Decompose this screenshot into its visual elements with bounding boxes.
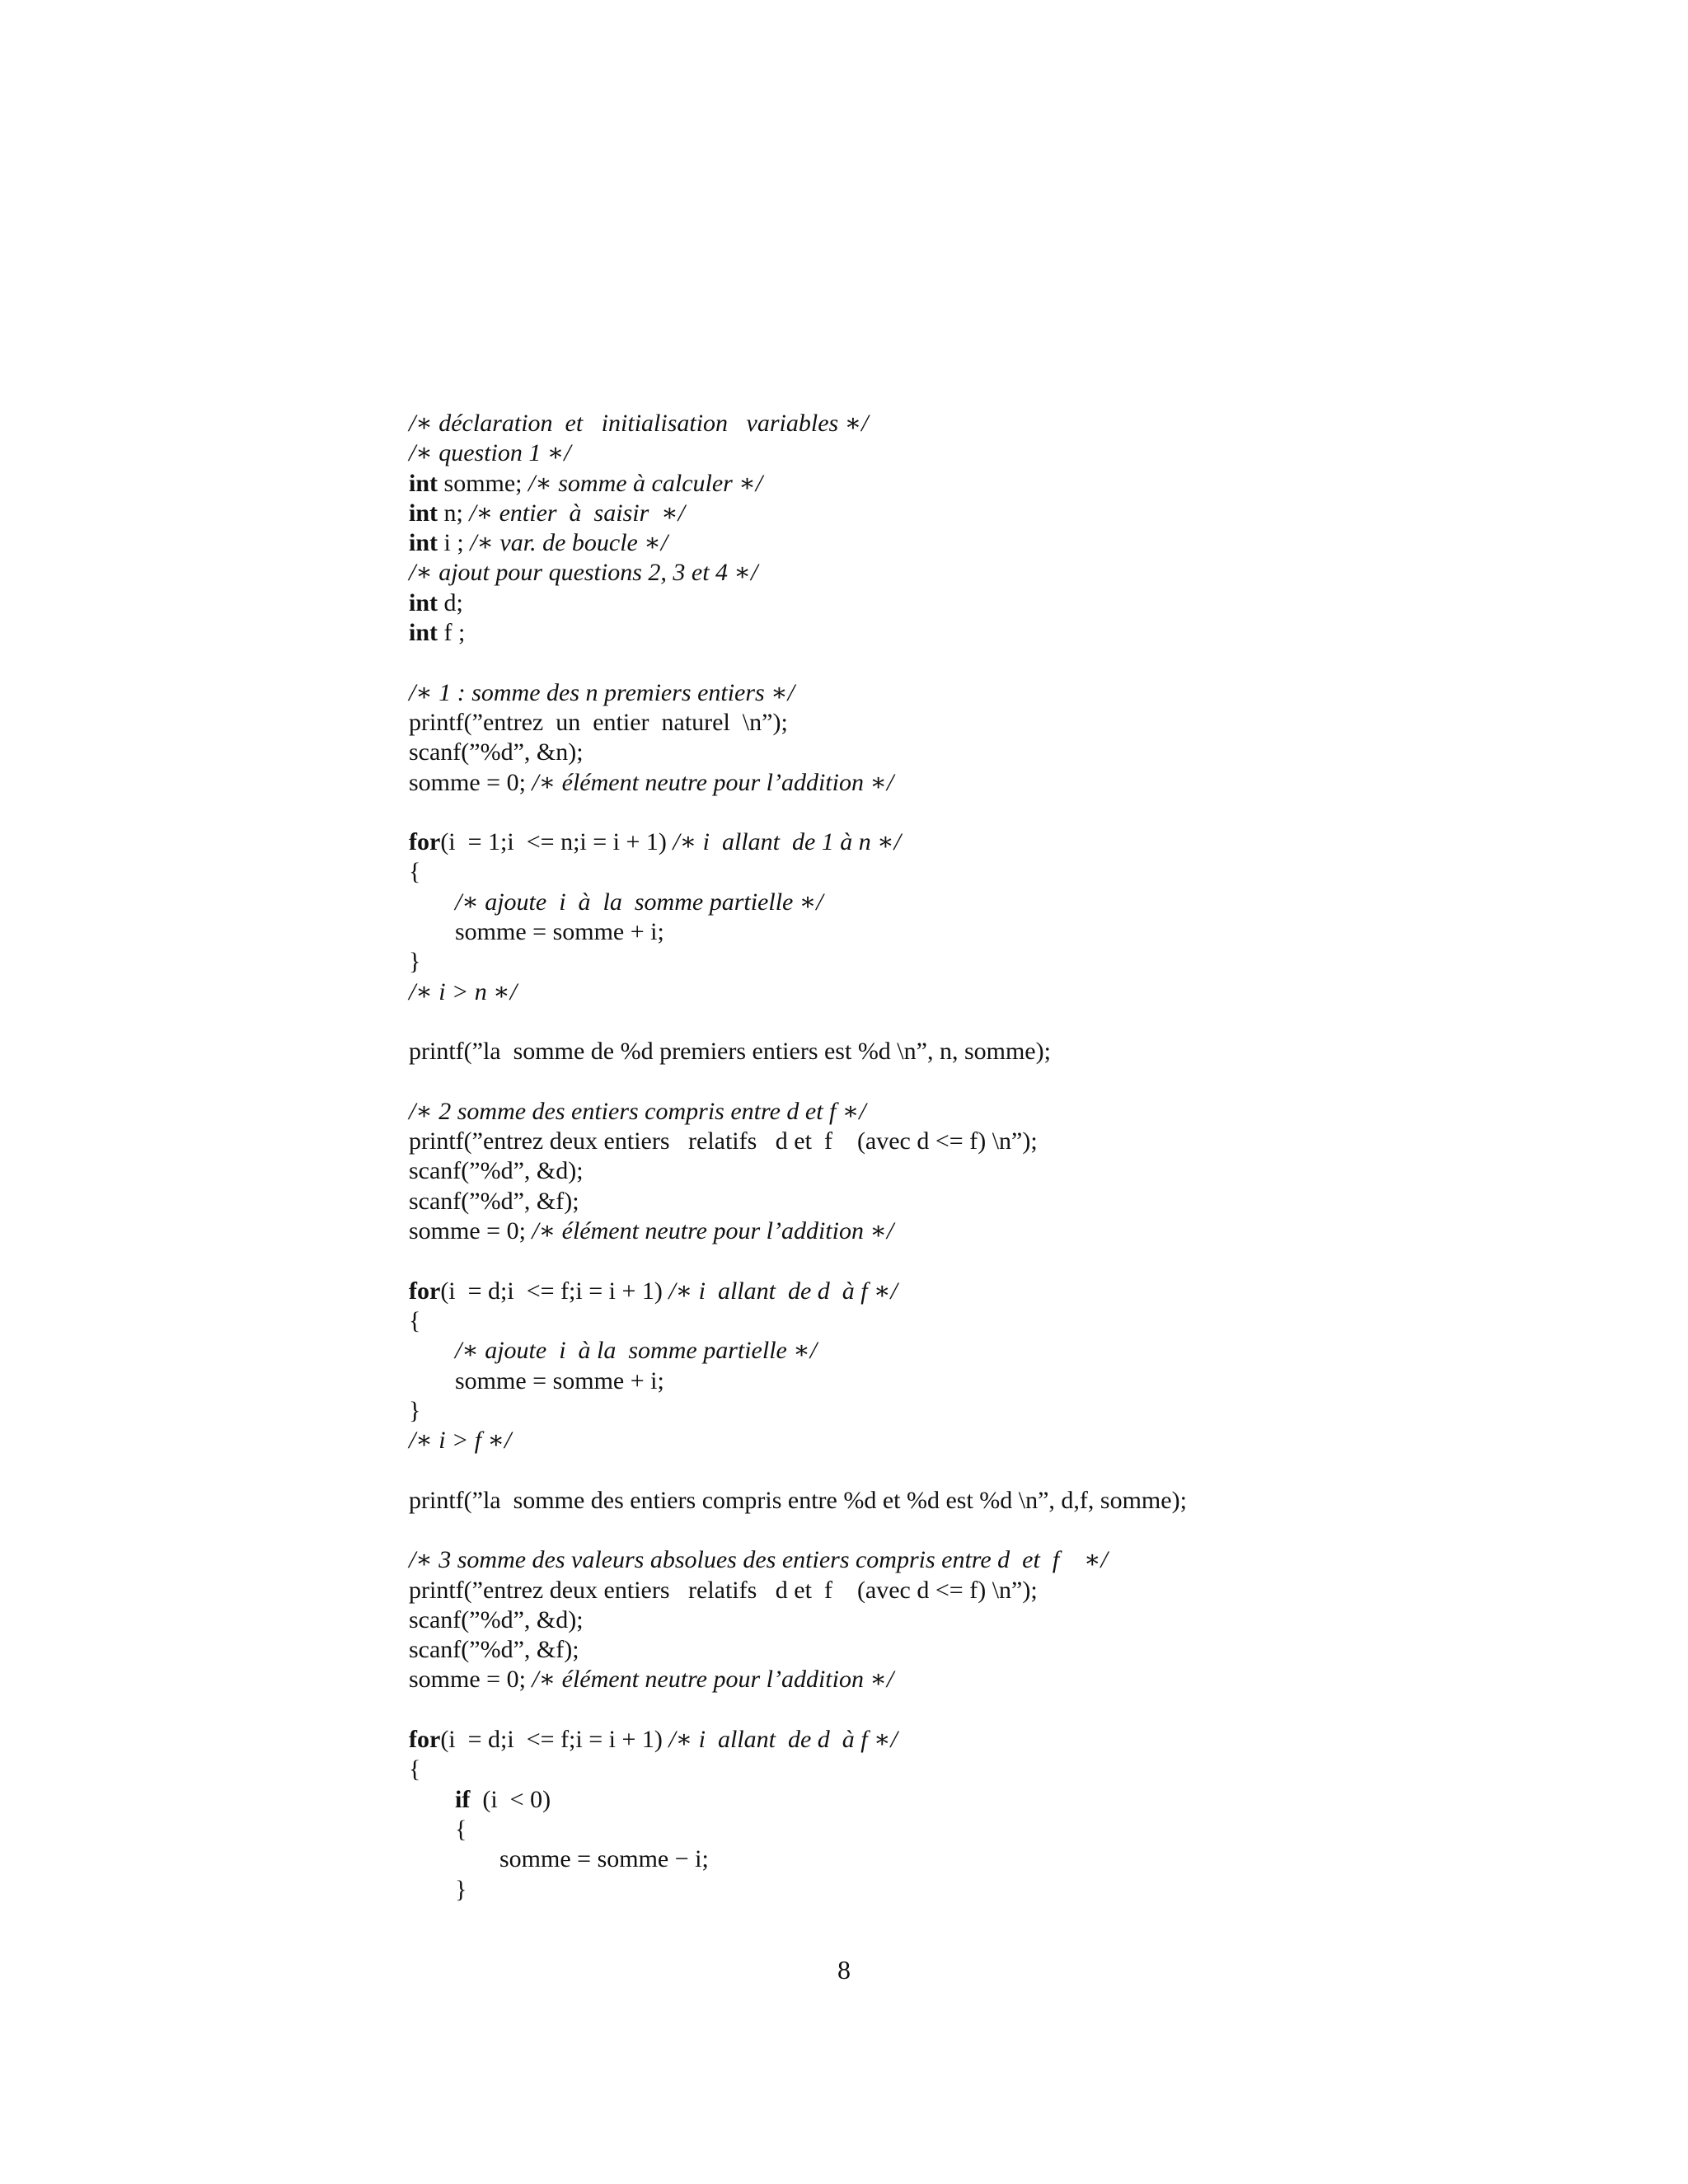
code-text: }	[409, 948, 421, 976]
code-comment: /∗ ajout pour questions 2, 3 et 4 ∗/	[409, 559, 758, 587]
code-line	[409, 528, 1662, 558]
code-text: somme = somme + i;	[455, 1366, 664, 1394]
code-line	[409, 888, 1662, 917]
code-line	[409, 499, 1662, 528]
code-line	[409, 588, 1662, 618]
code-line	[409, 1725, 1662, 1755]
code-text: }	[409, 1396, 421, 1424]
code-comment: /∗ var. de boucle ∗/	[470, 529, 668, 557]
code-keyword: if	[455, 1785, 471, 1813]
code-line	[409, 1127, 1662, 1156]
code-line	[409, 1156, 1662, 1186]
code-line	[409, 469, 1662, 499]
blank-line	[409, 1695, 1662, 1725]
code-text: scanf(”%d”, &f);	[409, 1636, 579, 1664]
code-line	[409, 1366, 1662, 1396]
blank-line	[409, 1455, 1662, 1485]
code-line	[409, 1216, 1662, 1246]
code-line	[409, 438, 1662, 468]
code-text: d;	[438, 588, 463, 616]
code-text: (i = 1;i <= n;i = i + 1)	[440, 828, 673, 856]
code-line	[409, 1755, 1662, 1784]
code-line	[409, 1097, 1662, 1127]
code-text: somme = 0;	[409, 1666, 532, 1694]
code-line	[409, 1426, 1662, 1455]
page-number: 8	[837, 1955, 851, 1985]
code-text: somme = somme + i;	[455, 918, 664, 946]
code-text: scanf(”%d”, &d);	[409, 1157, 584, 1185]
code-line	[409, 708, 1662, 738]
code-text: somme;	[438, 469, 529, 497]
code-text: {	[455, 1815, 467, 1843]
code-text: n;	[438, 499, 470, 527]
code-line	[409, 618, 1662, 648]
code-line	[409, 1844, 1662, 1874]
code-keyword: for	[409, 1726, 441, 1754]
code-comment: /∗ somme à calculer ∗/	[528, 469, 763, 497]
code-keyword: int	[409, 619, 438, 647]
code-keyword: int	[409, 588, 438, 616]
code-line	[409, 768, 1662, 798]
code-comment: /∗ i allant de d à f ∗/	[668, 1277, 898, 1305]
blank-line	[409, 798, 1662, 827]
code-text: printf(”entrez deux entiers relatifs d et f (avec d <= f) \n”);	[409, 1576, 1038, 1604]
code-comment: /∗ entier à saisir ∗/	[469, 499, 685, 527]
blank-line	[409, 1007, 1662, 1037]
code-line	[409, 1545, 1662, 1575]
code-text: i ;	[438, 529, 471, 557]
code-line	[409, 1486, 1662, 1516]
code-text: scanf(”%d”, &n);	[409, 738, 584, 766]
code-comment: /∗ i > n ∗/	[409, 977, 518, 1005]
code-text: f ;	[438, 619, 466, 647]
code-comment: /∗ 3 somme des valeurs absolues des entiers compris entre d et f ∗/	[409, 1546, 1108, 1574]
code-text: somme = 0;	[409, 768, 532, 796]
code-text: scanf(”%d”, &f);	[409, 1187, 579, 1215]
code-text: {	[409, 858, 421, 886]
code-comment: /∗ 2 somme des entiers compris entre d et f ∗/	[409, 1097, 866, 1125]
code-line	[409, 738, 1662, 767]
code-text: }	[455, 1875, 467, 1903]
code-line	[409, 1635, 1662, 1665]
code-line	[409, 1605, 1662, 1635]
code-text: printf(”la somme de %d premiers entiers est %d \n”, n, somme);	[409, 1038, 1051, 1066]
code-line	[409, 678, 1662, 708]
code-line	[409, 1336, 1662, 1366]
code-comment: /∗ 1 : somme des n premiers entiers ∗/	[409, 678, 795, 706]
code-keyword: for	[409, 1277, 441, 1305]
code-line	[409, 917, 1662, 947]
code-comment: /∗ i allant de 1 à n ∗/	[673, 828, 902, 856]
code-line	[409, 827, 1662, 857]
code-line	[409, 558, 1662, 588]
code-text: printf(”la somme des entiers compris entre %d et %d est %d \n”, d,f, somme);	[409, 1486, 1187, 1514]
code-line	[409, 1187, 1662, 1216]
code-line	[409, 1875, 1662, 1905]
code-comment: /∗ élément neutre pour l’addition ∗/	[532, 768, 894, 796]
code-line	[409, 1576, 1662, 1605]
code-line	[409, 1396, 1662, 1426]
code-text: (i = d;i <= f;i = i + 1)	[440, 1277, 669, 1305]
code-line	[409, 977, 1662, 1007]
code-listing	[409, 409, 1662, 1905]
code-comment: /∗ élément neutre pour l’addition ∗/	[532, 1217, 894, 1245]
code-text: {	[409, 1755, 421, 1783]
blank-line	[409, 1067, 1662, 1097]
code-comment: /∗ question 1 ∗/	[409, 439, 571, 467]
code-comment: /∗ ajoute i à la somme partielle ∗/	[455, 1337, 818, 1365]
blank-line	[409, 648, 1662, 677]
code-keyword: for	[409, 828, 441, 856]
code-line	[409, 1277, 1662, 1306]
code-line	[409, 1785, 1662, 1815]
code-line	[409, 1306, 1662, 1336]
code-text: {	[409, 1306, 421, 1334]
code-comment: /∗ i allant de d à f ∗/	[668, 1726, 898, 1754]
blank-line	[409, 1516, 1662, 1545]
blank-line	[409, 1246, 1662, 1276]
code-keyword: int	[409, 499, 438, 527]
code-text: (i < 0)	[470, 1785, 551, 1813]
code-text: printf(”entrez un entier naturel \n”);	[409, 708, 788, 736]
code-comment: /∗ déclaration et initialisation variables ∗/	[409, 410, 869, 437]
code-keyword: int	[409, 469, 438, 497]
code-keyword: int	[409, 529, 438, 557]
code-text: somme = somme − i;	[499, 1845, 709, 1873]
code-line	[409, 409, 1662, 438]
code-comment: /∗ i > f ∗/	[409, 1427, 512, 1455]
code-line	[409, 947, 1662, 977]
code-line	[409, 1665, 1662, 1694]
code-text: printf(”entrez deux entiers relatifs d et f (avec d <= f) \n”);	[409, 1127, 1038, 1155]
code-text: (i = d;i <= f;i = i + 1)	[440, 1726, 669, 1754]
code-text: scanf(”%d”, &d);	[409, 1605, 584, 1633]
code-line	[409, 857, 1662, 887]
code-line	[409, 1815, 1662, 1844]
code-comment: /∗ ajoute i à la somme partielle ∗/	[455, 888, 823, 916]
code-text: somme = 0;	[409, 1217, 532, 1245]
code-comment: /∗ élément neutre pour l’addition ∗/	[532, 1666, 894, 1694]
code-line	[409, 1037, 1662, 1066]
